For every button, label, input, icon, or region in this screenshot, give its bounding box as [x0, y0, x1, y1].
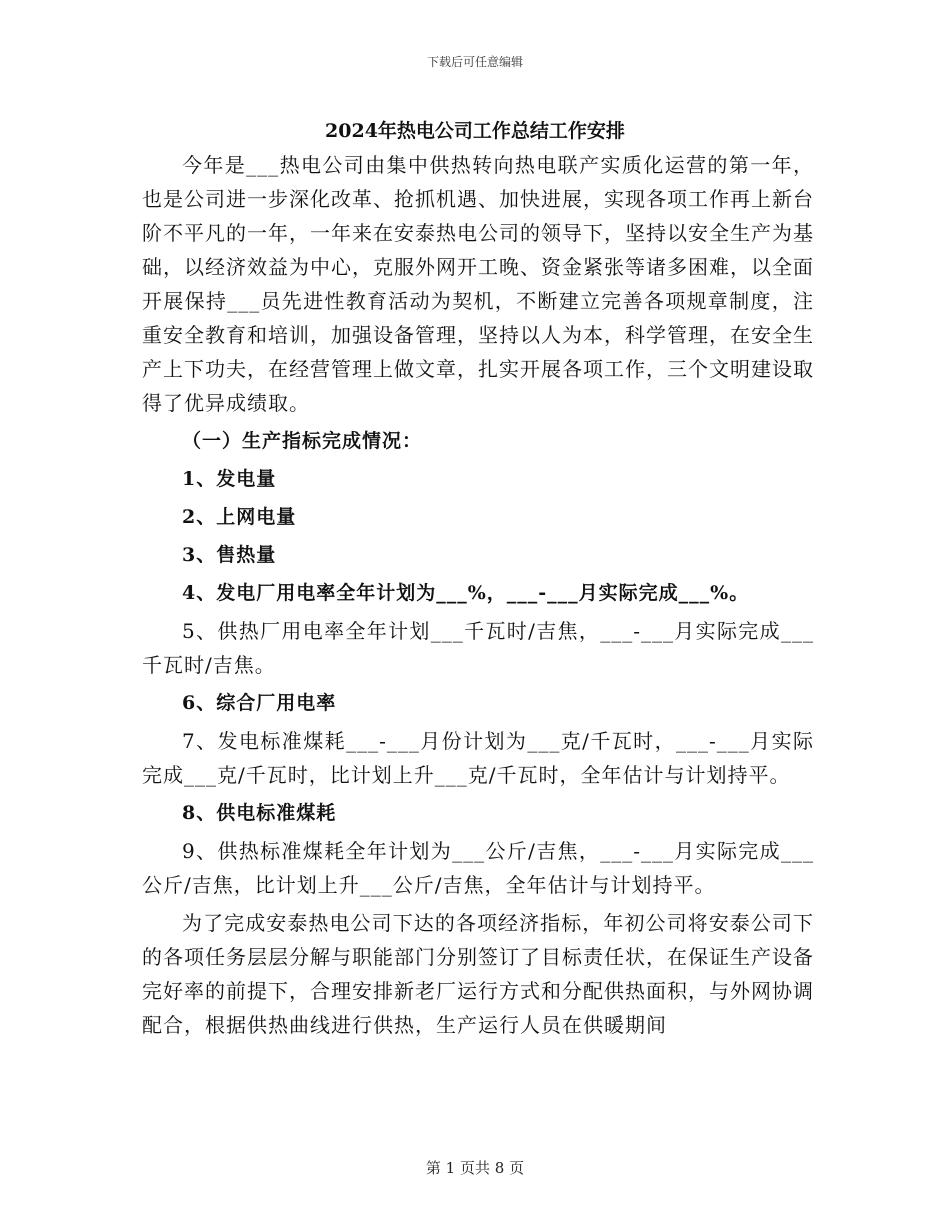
item-2: 2、上网电量 [182, 506, 297, 528]
item-1: 1、发电量 [182, 468, 277, 490]
item-6: 6、综合厂用电率 [182, 692, 337, 714]
page-footer: 第 1 页共 8 页 [425, 1159, 525, 1177]
closing-paragraph: 为了完成安泰热电公司下达的各项经济指标，年初公司将安泰公司下的各项任务层层分解与职能部门分别签订了目标责任状，在保证生产设备完好率的前提下，合理安排新老厂运行方式和分配供热面积，与外网协调配合，根据供热曲线进行供热，生产运行人员在供暖期间 [142, 911, 814, 1037]
document-title: 2024年热电公司工作总结工作安排 [325, 120, 625, 142]
item-5: 5、供热厂用电率全年计划___千瓦时/吉焦，___-___月实际完成___千瓦时/吉焦。 [142, 619, 814, 677]
item-7: 7、发电标准煤耗___-___月份计划为___克/千瓦时，___-___月实际完成___克/千瓦时，比计划上升___克/千瓦时，全年估计与计划持平。 [142, 729, 814, 787]
section-heading: （一）生产指标完成情况： [182, 430, 423, 452]
page-header: 下载后可任意编辑 [426, 55, 523, 69]
item-3: 3、售热量 [182, 544, 277, 566]
document-body [142, 148, 814, 1042]
item-9: 9、供热标准煤耗全年计划为___公斤/吉焦，___-___月实际完成___公斤/吉焦，比计划上升___公斤/吉焦，全年估计与计划持平。 [142, 839, 814, 897]
item-4: 4、发电厂用电率全年计划为___%，___-___月实际完成___%。 [182, 582, 750, 604]
item-8: 8、供电标准煤耗 [182, 802, 337, 824]
intro-paragraph: 今年是___热电公司由集中供热转向热电联产实质化运营的第一年，也是公司进一步深化改革、抢抓机遇、加快进展，实现各项工作再上新台阶不平凡的一年，一年来在安泰热电公司的领导下，坚持以安全生产为基础，以经济效益为中心，克服外网开工晚、资金紧张等诸多困难，以全面开展保持___员先进性教育活动为契机，不断建立完善各项规章制度，注重安全教育和培训，加强设备管理，坚持以人为本，科学管理，在安全生产上下功夫，在经营管理上做文章，扎实开展各项工作，三个文明建设取得了优异成绩取。 [142, 153, 814, 415]
